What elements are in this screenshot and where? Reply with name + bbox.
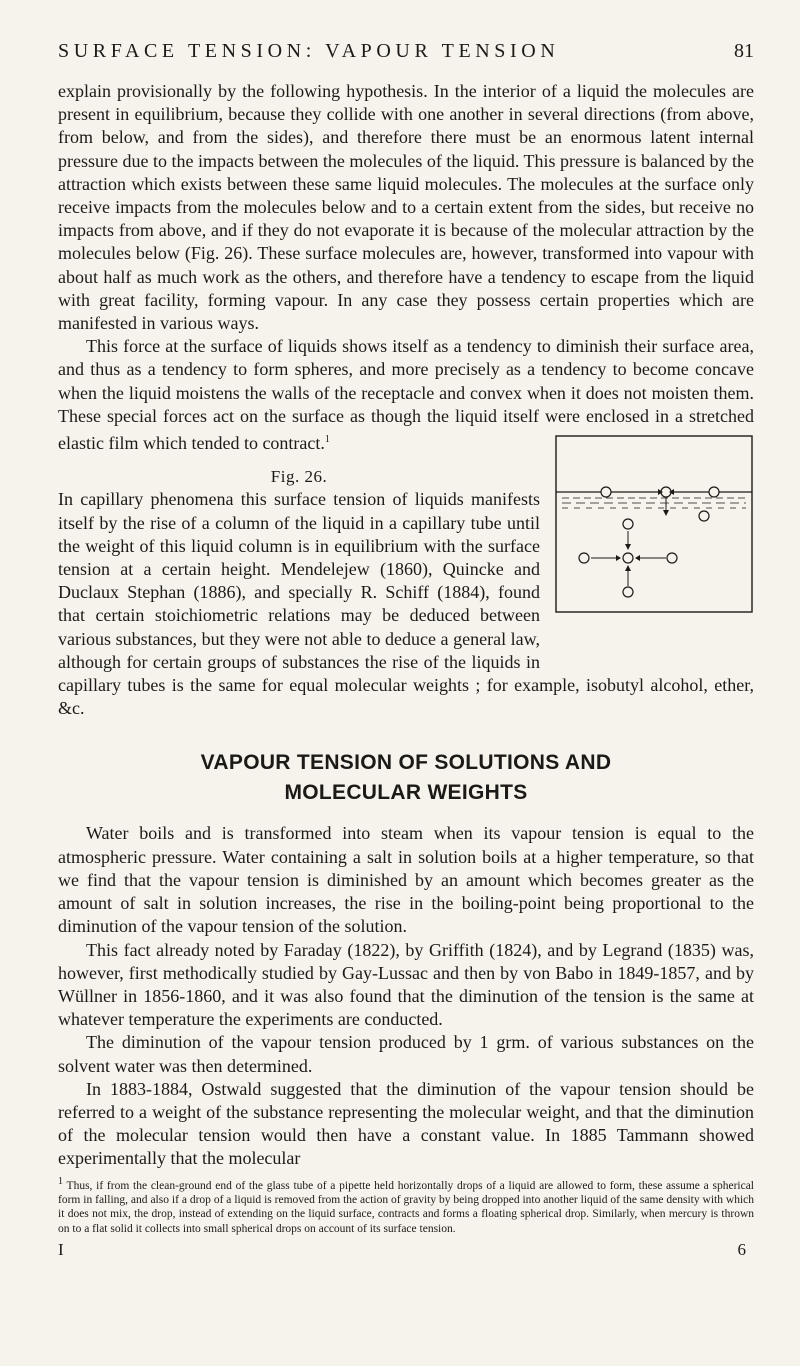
section-heading-line-2: MOLECULAR WEIGHTS	[284, 781, 528, 805]
running-head-title: SURFACE TENSION: VAPOUR TENSION	[58, 40, 560, 62]
lower-molecule	[623, 587, 633, 597]
paragraph-surface-force	[58, 335, 754, 455]
paragraph-capillary-text: In capillary phenomena this surface tension of liquids manifests itself by the rise of a column of the liquid in a capillary tube until the weight of this liquid column is in equilibrium with the surface tension at a certain height. Mendelejew (1860), Quincke and Duclaux Stephan (1886), and specially R. Schiff (1884), found that certain stoichiometric relations may be deduced between various substances, but they were not able to deduce a general law, although for certain groups of substances the rise of the liquids in capillary tubes is the same for equal molecular weights ; for example, isobutyl alcohol, ether, &c.	[58, 489, 754, 719]
section-heading-line-1: VAPOUR TENSION OF SOLUTIONS AND	[200, 751, 612, 775]
diagram-frame	[556, 436, 752, 612]
signature-right: 6	[737, 1239, 746, 1259]
paragraph-diminution: The diminution of the vapour tension produced by 1 grm. of various substances on the solvent water was then determined.	[58, 1032, 754, 1076]
paragraph-ostwald: In 1883-1884, Ostwald suggested that the diminution of the vapour tension should be referred to a weight of the substance representing the molecular weight, and that the diminution of the molecular tension would then have a constant value. In 1885 Tammann showed experimentally that the molecular	[58, 1078, 754, 1169]
molecule-diagram	[554, 430, 754, 620]
subsurface-molecule	[699, 511, 709, 521]
paragraph-surface-force-text: This force at the surface of liquids shows itself as a tendency to diminish their surface area, and thus as a tendency to form spheres, and more precisely as a tendency to become concave when the liquid moistens the walls of the receptacle and convex when it does not moisten them. These special forces act on the surface as though the liquid itself were enclosed in a stretched elastic film which tended to contract.	[58, 336, 754, 454]
paragraph-hypothesis: explain provisionally by the following hypothesis. In the interior of a liquid the molecules are present in equilibrium, because they collide with one another in several directions (from above, from below, and from the sides), and therefore there must be an enormous latent internal pressure due to the impacts between the molecules of the liquid. This pressure is balanced by the attraction which exists between these same liquid molecules. The molecules at the surface only receive impacts from the molecules below and to a certain extent from the sides, but receive no impacts from above, and if they do not evaporate it is because of the molecular attraction by the molecules below (Fig. 26). These surface molecules are, however, transformed into vapour with about half as much work as the others, and therefore have a tendency to escape from the liquid with great facility, forming vapour. In any case they possess certain properties which are manifested in various ways.	[58, 81, 754, 334]
upper-molecule	[623, 519, 633, 529]
left-molecule	[579, 553, 589, 563]
signature-left: I	[58, 1239, 64, 1259]
arrowhead-lower-up	[625, 565, 631, 571]
body-text	[58, 80, 754, 1261]
arrowhead-upper-down	[625, 544, 631, 550]
footnote	[58, 1175, 754, 1236]
surface-molecule-right	[709, 487, 719, 497]
running-head	[58, 40, 754, 70]
paragraph-history: This fact already noted by Faraday (1822), by Griffith (1824), and by Legrand (1835) was, however, first methodically studied by Gay-Lussac and then by von Babo in 1849-1857, and by Wüllner in 1856-1860, and it was also found that the diminution of the tension is the same at whatever temperature the experiments are conducted.	[58, 939, 754, 1030]
arrowhead-surface-down	[663, 510, 669, 516]
section-heading	[58, 748, 754, 808]
footnote-text: Thus, if from the clean-ground end of the glass tube of a pipette held horizontally drops of a liquid are allowed to form, these assume a spherical form in falling, and also if a drop of a liquid is removed from the action of gravity by being dropped into another liquid of the same density with which it does not mix, the drop, instead of extending on the liquid surface, contracts and forms a floating spherical drop. Similarly, when mercury is thrown on to a flat solid it collects into small spherical drops on account of its surface tension.	[58, 1179, 754, 1235]
page-number: 81	[734, 40, 754, 62]
paragraph-boiling: Water boils and is transformed into steam when its vapour tension is equal to the atmospheric pressure. Water containing a salt in solution boils at a higher temperature, so that we find that the vapour tension is diminished by an amount which becomes greater as the amount of salt in solution increases, the rise in the boiling-point being proportional to the diminution of the vapour tension of the solution.	[58, 823, 754, 937]
signature-row	[58, 1238, 754, 1261]
figure-26	[554, 430, 754, 662]
arrowhead-right-in	[635, 555, 640, 561]
surface-molecule-left	[601, 487, 611, 497]
footnote-reference: 1	[324, 434, 330, 446]
footnote-marker: 1	[58, 1175, 63, 1187]
right-molecule	[667, 553, 677, 563]
figure-caption: Fig. 26.	[270, 467, 328, 487]
arrowhead-left-in	[616, 555, 621, 561]
central-molecule	[623, 553, 633, 563]
